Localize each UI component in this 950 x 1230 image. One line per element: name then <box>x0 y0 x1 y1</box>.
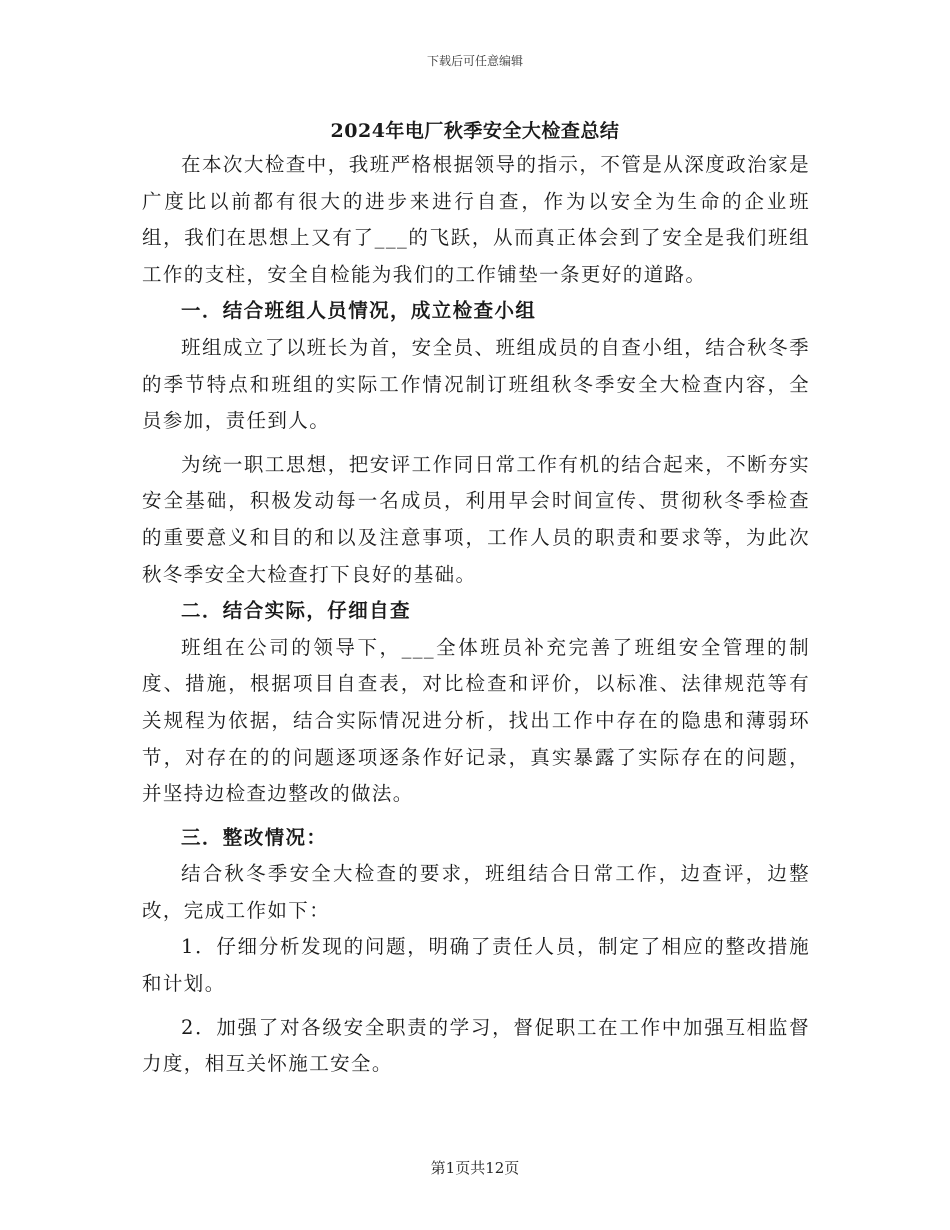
list-item: 1．仔细分析发现的问题，明确了责任人员，制定了相应的整改措施和计划。 <box>142 935 810 996</box>
section-heading-1: 一．结合班组人员情况，成立检查小组 <box>181 299 537 323</box>
body-paragraph: 班组成立了以班长为首，安全员、班组成员的自查小组，结合秋冬季的季节特点和班组的实际工作情况制订班组秋冬季安全大检查内容，全员参加，责任到人。 <box>142 335 810 433</box>
section-heading-3: 三．整改情况： <box>181 825 328 849</box>
page-header-note: 下载后可任意编辑 <box>426 54 523 68</box>
body-paragraph: 班组在公司的领导下，___全体班员补充完善了班组安全管理的制度、措施，根据项目自查表，对比检查和评价，以标准、法律规范等有关规程为依据，结合实际情况进分析，找出工作中存在的隐患和薄弱环节，对存在的的问题逐项逐条作好记录，真实暴露了实际存在的问题，并坚持边检查边整改的做法。 <box>142 635 810 806</box>
section-heading-2: 二．结合实际，仔细自查 <box>181 599 411 623</box>
list-item: 2．加强了对各级安全职责的学习，督促职工在工作中加强互相监督力度，相互关怀施工安全。 <box>142 1015 810 1076</box>
page-number: 第1页共12页 <box>430 1159 520 1177</box>
document-title: 2024年电厂秋季安全大检查总结 <box>330 120 620 142</box>
intro-paragraph: 在本次大检查中，我班严格根据领导的指示，不管是从深度政治家是广度比以前都有很大的进步来进行自查，作为以安全为生命的企业班组，我们在思想上又有了___的飞跃，从而真正体会到了安全是我们班组工作的支柱，安全自检能为我们的工作铺垫一条更好的道路。 <box>142 153 810 286</box>
document-body <box>142 147 810 1083</box>
body-paragraph: 为统一职工思想，把安评工作同日常工作有机的结合起来，不断夯实安全基础，积极发动每一名成员，利用早会时间宣传、贯彻秋冬季检查的重要意义和目的和以及注意事项，工作人员的职责和要求等，为此次秋冬季安全大检查打下良好的基础。 <box>142 452 810 586</box>
body-paragraph: 结合秋冬季安全大检查的要求，班组结合日常工作，边查评，边整改，完成工作如下： <box>142 862 810 922</box>
